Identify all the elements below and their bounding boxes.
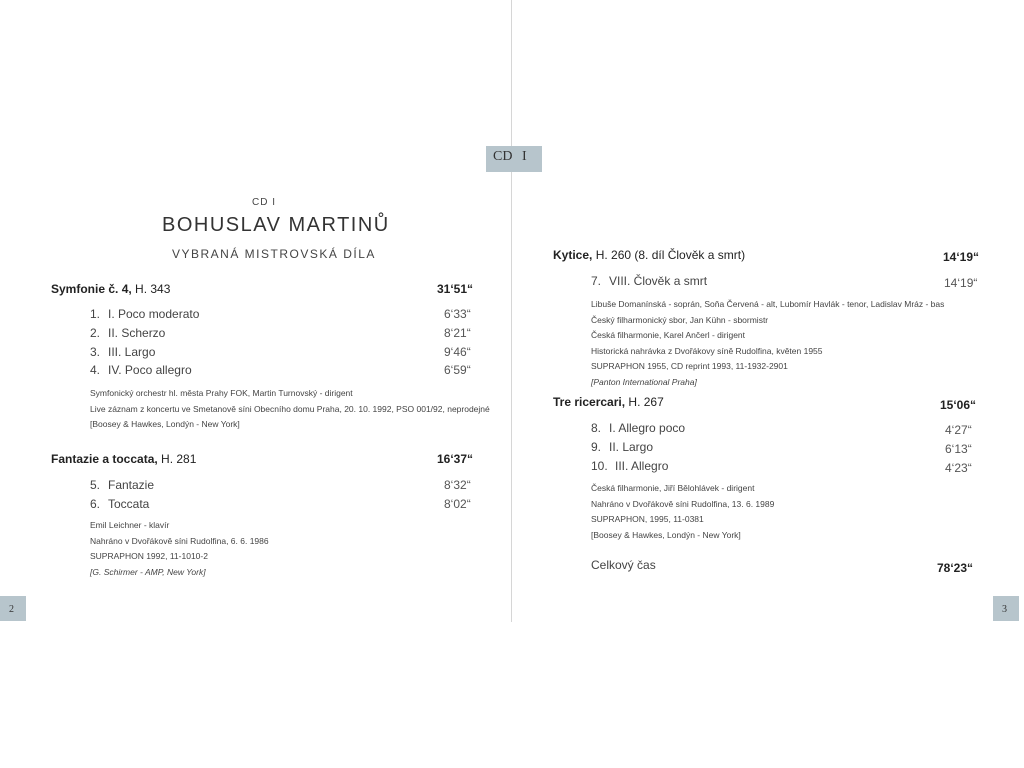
- work-title: [51, 282, 170, 296]
- credit-line: Symfonický orchestr hl. města Prahy FOK, Martin Turnovský - dirigent: [90, 388, 353, 398]
- track-name: VIII. Člověk a smrt: [609, 274, 708, 288]
- track-time: 8‘02“: [444, 497, 471, 511]
- cd-tab-label: CD: [493, 149, 513, 164]
- track-name: II. Scherzo: [108, 326, 166, 340]
- track-row: [90, 478, 154, 492]
- work-title: [51, 452, 196, 466]
- track-time: 6‘59“: [444, 363, 471, 377]
- track-time: 8‘21“: [444, 326, 471, 340]
- booklet-fold: [511, 0, 512, 622]
- work-total-time: 31‘51“: [437, 282, 474, 296]
- track-number: 7.: [591, 274, 602, 288]
- track-number: 1.: [90, 307, 101, 321]
- track-time: 6‘33“: [444, 307, 471, 321]
- track-number: 4.: [90, 363, 101, 377]
- credit-line: [Boosey & Hawkes, Londýn - New York]: [591, 529, 741, 540]
- work-catalog: H. 343: [131, 282, 171, 296]
- track-number: 2.: [90, 326, 101, 340]
- track-row: [90, 363, 192, 377]
- credit-line: Česká filharmonie, Karel Ančerl - dirigent: [591, 330, 746, 340]
- track-time: 9‘46“: [444, 345, 471, 359]
- track-number: 9.: [591, 440, 602, 454]
- work-catalog: H. 260 (8. díl Člověk a smrt): [592, 248, 746, 262]
- track-time: 14‘19“: [944, 276, 978, 290]
- track-row: [591, 440, 653, 454]
- total-time-label: Celkový čas: [591, 558, 656, 572]
- credit-line: SUPRAPHON 1992, 11-1010-2: [90, 551, 208, 561]
- track-row: [90, 307, 199, 321]
- credit-line: Live záznam z koncertu ve Smetanově síni Obecního domu Praha, 20. 10. 1992, PSO 001/92, neprodejné: [90, 403, 490, 414]
- credit-line: Česká filharmonie, Jiří Bělohlávek - dirigent: [591, 483, 755, 493]
- track-row: [90, 345, 155, 359]
- credits-block: [591, 481, 774, 543]
- page-number-box-left: [0, 596, 26, 621]
- track-number: 3.: [90, 345, 101, 359]
- credit-line: Nahráno v Dvořákově síni Rudolfina, 6. 6. 1986: [90, 535, 269, 546]
- track-name: II. Largo: [609, 440, 654, 454]
- credits-block: [90, 386, 490, 433]
- work-title: [553, 395, 664, 409]
- work-name: Fantazie a toccata,: [51, 452, 158, 466]
- track-number: 5.: [90, 478, 101, 492]
- page-number-left: 2: [9, 604, 14, 615]
- credit-line: [Panton International Praha]: [591, 376, 697, 387]
- track-time: 4‘23“: [945, 461, 972, 475]
- track-row: [90, 497, 149, 511]
- credit-line: SUPRAPHON 1955, CD reprint 1993, 11-1932-2901: [591, 361, 788, 371]
- credit-line: Nahráno v Dvořákově síni Rudolfina, 13. 6. 1989: [591, 498, 775, 509]
- track-name: Toccata: [108, 497, 150, 511]
- cd-tab: [486, 146, 542, 172]
- track-time: 8‘32“: [444, 478, 471, 492]
- track-row: [90, 326, 165, 340]
- track-name: I. Poco moderato: [108, 307, 200, 321]
- credits-block: [591, 297, 944, 390]
- credit-line: Emil Leichner - klavír: [90, 520, 170, 530]
- track-row: [591, 459, 668, 473]
- work-catalog: H. 281: [157, 452, 197, 466]
- credits-block: [90, 518, 269, 580]
- credit-line: Český filharmonický sbor, Jan Kühn - sbormistr: [591, 314, 769, 325]
- work-name: Symfonie č. 4,: [51, 282, 132, 296]
- work-catalog: H. 267: [625, 395, 664, 409]
- credit-line: Libuše Domanínská - soprán, Soňa Červená - alt, Lubomír Havlák - tenor, Ladislav Mráz - bas: [591, 299, 945, 309]
- work-total-time: 16‘37“: [437, 452, 474, 466]
- work-name: Tre ricercari,: [553, 395, 626, 409]
- track-row: [591, 421, 685, 435]
- work-name: Kytice,: [553, 248, 593, 262]
- track-name: III. Largo: [108, 345, 156, 359]
- cd-label: CD I: [252, 197, 276, 208]
- composer-name: BOHUSLAV MARTINŮ: [162, 214, 390, 236]
- track-name: IV. Poco allegro: [108, 363, 192, 377]
- track-row: [591, 274, 707, 288]
- page-number-right: 3: [1002, 604, 1007, 615]
- album-subtitle: VYBRANÁ MISTROVSKÁ DÍLA: [172, 247, 376, 261]
- track-number: 8.: [591, 421, 602, 435]
- credit-line: [Boosey & Hawkes, Londýn - New York]: [90, 419, 240, 429]
- cd-tab-number: I: [522, 149, 527, 164]
- track-name: Fantazie: [108, 478, 155, 492]
- track-time: 4‘27“: [945, 423, 972, 437]
- credit-line: SUPRAPHON, 1995, 11-0381: [591, 514, 704, 524]
- page-number-box-right: [993, 596, 1019, 621]
- track-number: 10.: [591, 459, 608, 473]
- track-time: 6‘13“: [945, 442, 972, 456]
- track-name: III. Allegro: [615, 459, 669, 473]
- work-total-time: 15‘06“: [940, 398, 977, 412]
- work-title: [553, 248, 745, 262]
- total-time-value: 78‘23“: [937, 561, 974, 575]
- credit-line: [G. Schirmer - AMP, New York]: [90, 566, 206, 577]
- track-name: I. Allegro poco: [609, 421, 686, 435]
- credit-line: Historická nahrávka z Dvořákovy síně Rudolfina, květen 1955: [591, 345, 823, 356]
- track-number: 6.: [90, 497, 101, 511]
- work-total-time: 14‘19“: [943, 250, 980, 264]
